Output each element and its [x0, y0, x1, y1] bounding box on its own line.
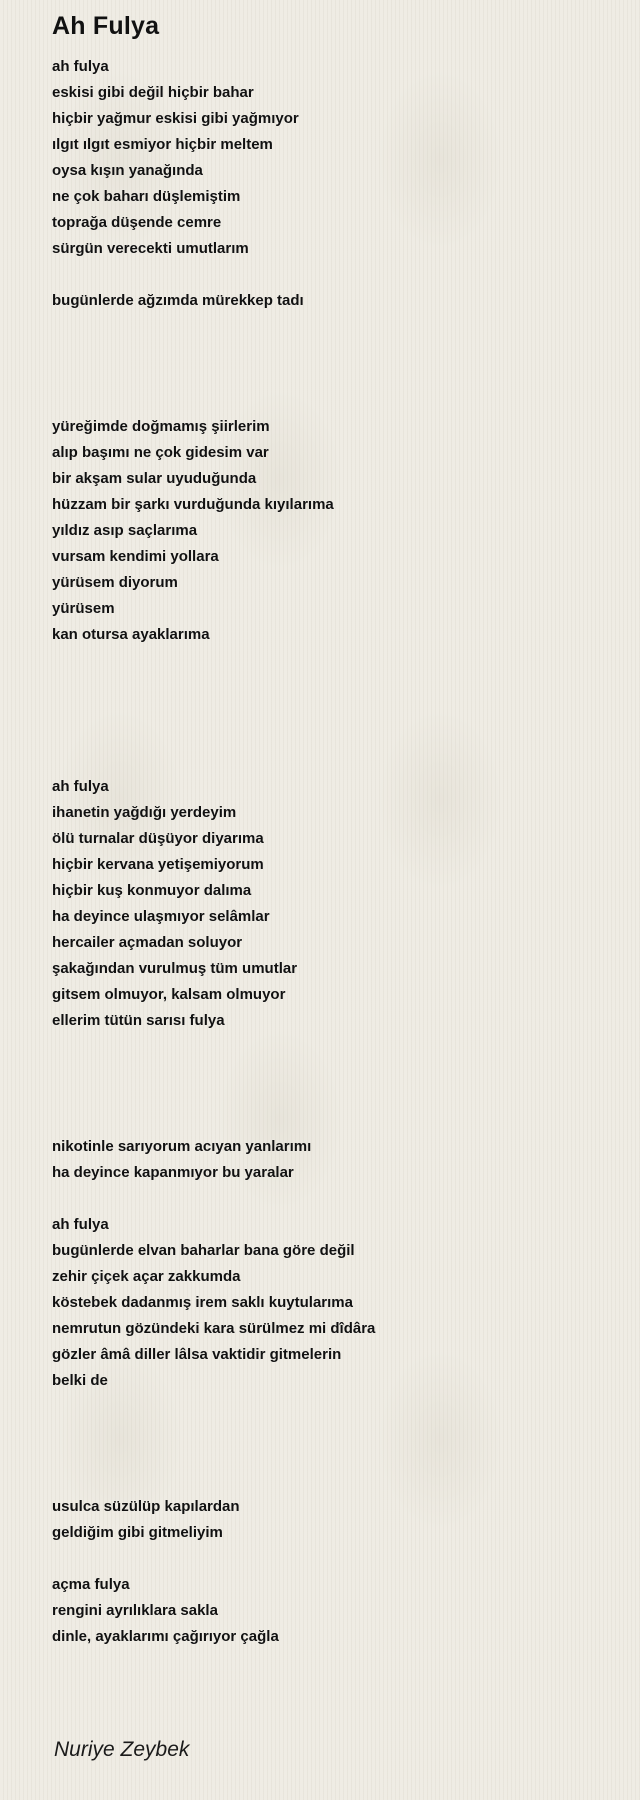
poem-line: hiçbir kervana yetişemiyorum — [52, 856, 264, 873]
poem-line: hercailer açmadan soluyor — [52, 934, 243, 951]
poem-container — [52, 8, 612, 1650]
poem-line: ah fulya — [52, 1216, 109, 1233]
stanza-gap — [52, 1394, 612, 1494]
poem-line: dinle, ayaklarımı çağırıyor çağla — [52, 1628, 279, 1645]
poem-line: ha deyince kapanmıyor bu yaralar — [52, 1164, 294, 1181]
poem-author: Nuriye Zeybek — [54, 1738, 190, 1761]
stanza-6 — [52, 1212, 612, 1394]
poem-line: ha deyince ulaşmıyor selâmlar — [52, 908, 270, 925]
poem-line: ölü turnalar düşüyor diyarıma — [52, 830, 264, 847]
stanza-8 — [52, 1572, 612, 1650]
poem-line: oysa kışın yanağında — [52, 162, 203, 179]
poem-line: geldiğim gibi gitmeliyim — [52, 1524, 223, 1541]
poem-line: ihanetin yağdığı yerdeyim — [52, 804, 237, 821]
poem-line: usulca süzülüp kapılardan — [52, 1498, 240, 1515]
poem-line: toprağa düşende cemre — [52, 214, 222, 231]
stanza-gap — [52, 1034, 612, 1134]
stanza-7 — [52, 1494, 612, 1546]
poem-line: sürgün verecekti umutlarım — [52, 240, 249, 257]
poem-line: yürüsem — [52, 600, 115, 617]
poem-line: zehir çiçek açar zakkumda — [52, 1268, 241, 1285]
poem-line: hüzzam bir şarkı vurduğunda kıyılarıma — [52, 496, 334, 513]
poem-line: yüreğimde doğmamış şiirlerim — [52, 418, 270, 435]
stanza-5 — [52, 1134, 612, 1186]
poem-line: ellerim tütün sarısı fulya — [52, 1012, 225, 1029]
poem-line: açma fulya — [52, 1576, 130, 1593]
stanza-2 — [52, 288, 612, 314]
poem-line: köstebek dadanmış irem saklı kuytularıma — [52, 1294, 353, 1311]
poem-line: yürüsem diyorum — [52, 574, 178, 591]
poem-line: kan otursa ayaklarıma — [52, 626, 210, 643]
poem-line: alıp başımı ne çok gidesim var — [52, 444, 269, 461]
poem-line: rengini ayrılıklara sakla — [52, 1602, 218, 1619]
poem-line: nikotinle sarıyorum acıyan yanlarımı — [52, 1138, 312, 1155]
stanza-1 — [52, 54, 612, 262]
stanza-gap — [52, 1546, 612, 1572]
stanza-gap — [52, 1186, 612, 1212]
poem-line: hiçbir kuş konmuyor dalıma — [52, 882, 252, 899]
poem-line: vursam kendimi yollara — [52, 548, 219, 565]
poem-line: ah fulya — [52, 58, 109, 75]
poem-line: eskisi gibi değil hiçbir bahar — [52, 84, 254, 101]
stanza-gap — [52, 648, 612, 774]
stanza-gap — [52, 314, 612, 414]
poem-line: bir akşam sular uyuduğunda — [52, 470, 257, 487]
poem-line: gözler âmâ diller lâlsa vaktidir gitmelerin — [52, 1346, 342, 1363]
poem-line: şakağından vurulmuş tüm umutlar — [52, 960, 298, 977]
poem-line: nemrutun gözündeki kara sürülmez mi dîdâra — [52, 1320, 376, 1337]
poem-line: bugünlerde elvan baharlar bana göre değil — [52, 1242, 355, 1259]
stanza-3 — [52, 414, 612, 648]
poem-line: ne çok baharı düşlemiştim — [52, 188, 241, 205]
stanza-4 — [52, 774, 612, 1034]
poem-line: ılgıt ılgıt esmiyor hiçbir meltem — [52, 136, 273, 153]
poem-title: Ah Fulya — [52, 12, 160, 40]
poem-line: belki de — [52, 1372, 108, 1389]
poem-line: yıldız asıp saçlarıma — [52, 522, 198, 539]
poem-line: bugünlerde ağzımda mürekkep tadı — [52, 292, 304, 309]
poem-line: gitsem olmuyor, kalsam olmuyor — [52, 986, 286, 1003]
poem-line: ah fulya — [52, 778, 109, 795]
stanza-gap — [52, 262, 612, 288]
poem-line: hiçbir yağmur eskisi gibi yağmıyor — [52, 110, 299, 127]
